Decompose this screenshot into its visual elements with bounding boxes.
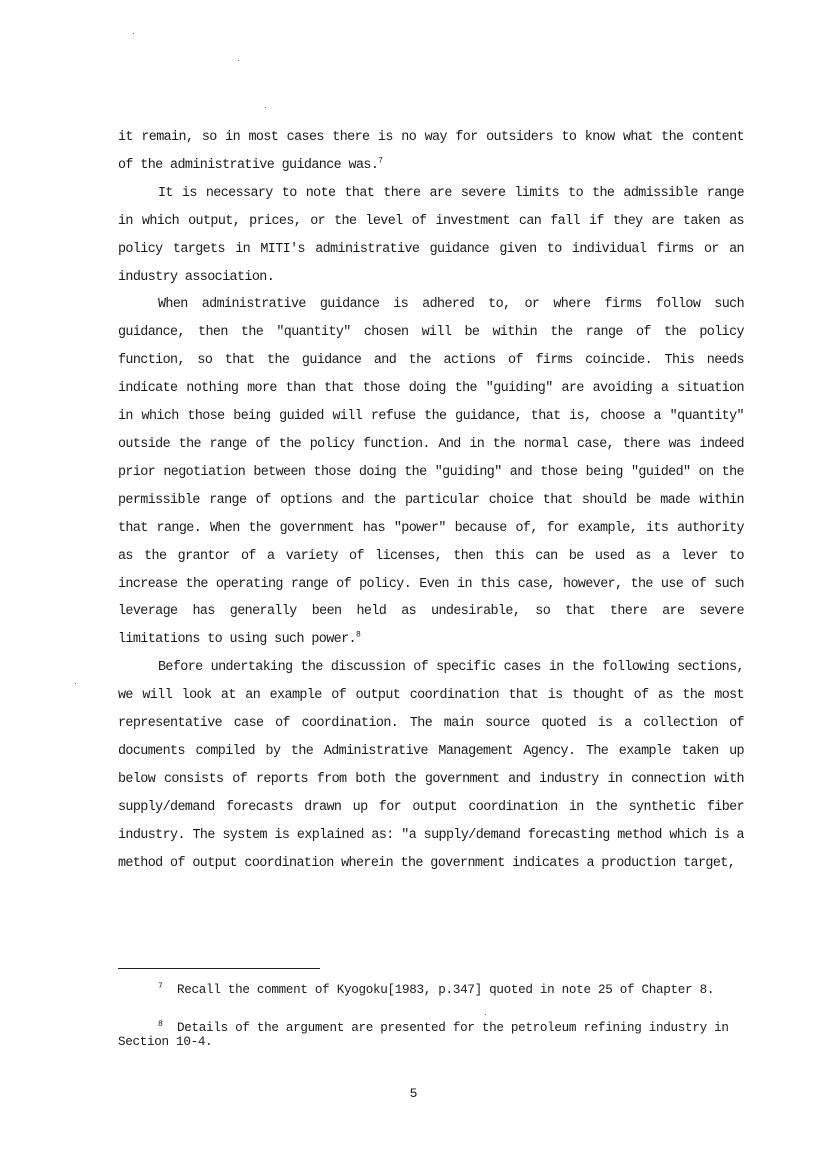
footnote-7 bbox=[118, 983, 744, 997]
footnote-divider bbox=[118, 968, 320, 969]
footnote-mark-7: 7 bbox=[378, 156, 383, 166]
page-number: 5 bbox=[409, 1086, 418, 1101]
footnote-7-text: Recall the comment of Kyogoku[1983, p.347] quoted in note 25 of Chapter 8. bbox=[177, 983, 715, 997]
footnotes bbox=[118, 983, 744, 1073]
footnote-8 bbox=[118, 1021, 744, 1049]
footnote-8-text: Details of the argument are presented for the petroleum refining industry in Section 10-4. bbox=[118, 1021, 729, 1049]
paragraph-1: it remain, so in most cases there is no way for outsiders to know what the content of the administrative guidance was.$^7$ bbox=[118, 130, 744, 173]
footnote-7-mark: 7 bbox=[158, 981, 163, 991]
paragraph-3: When administrative guidance is adhered to, or where firms follow such guidance, then the "quantity" chosen will be within the range of the policy function, so that the guidance and the actions of firms coincide. This needs indicate nothing more than that those doing the "guiding" are avoiding a situation in which those being guided will refuse the guidance, that is, choose a "quantity" outside the range of the policy function. And in the normal case, there was indeed prior negotiation between those doing the "guiding" and those being "guided" on the permissible range of options and the particular choice that should be made within that range. When the government has "power" because of, for example, its authority as the grantor of a variety of licenses, then this can be used as a lever to increase the operating range of policy. Even in this case, however, the use of such leverage has generally been held as undesirable, so that there are severe limitations to using such power.$^8$ bbox=[118, 297, 744, 648]
paragraph-2: It is necessary to note that there are severe limits to the admissible range in which output, prices, or the level of investment can fall if they are taken as policy targets in MITI's administrative guidance given to individual firms or an industry association. bbox=[118, 185, 744, 285]
body-text bbox=[118, 124, 744, 877]
footnote-8-mark: 8 bbox=[158, 1019, 163, 1029]
paragraph-4: Before undertaking the discussion of specific cases in the following sections, we will look at an example of output coordination that is thought of as the most representative case of coordination. The main source quoted is a collection of documents compiled by the Administrative Management Agency. The example taken up below consists of reports from both the government and industry in connection with supply/demand forecasts drawn up for output coordination in the synthetic fiber industry. The system is explained as: "a supply/demand forecasting method which is a method of output coordination wherein the government indicates a production target, bbox=[118, 660, 744, 871]
footnote-mark-8: 8 bbox=[355, 630, 361, 640]
